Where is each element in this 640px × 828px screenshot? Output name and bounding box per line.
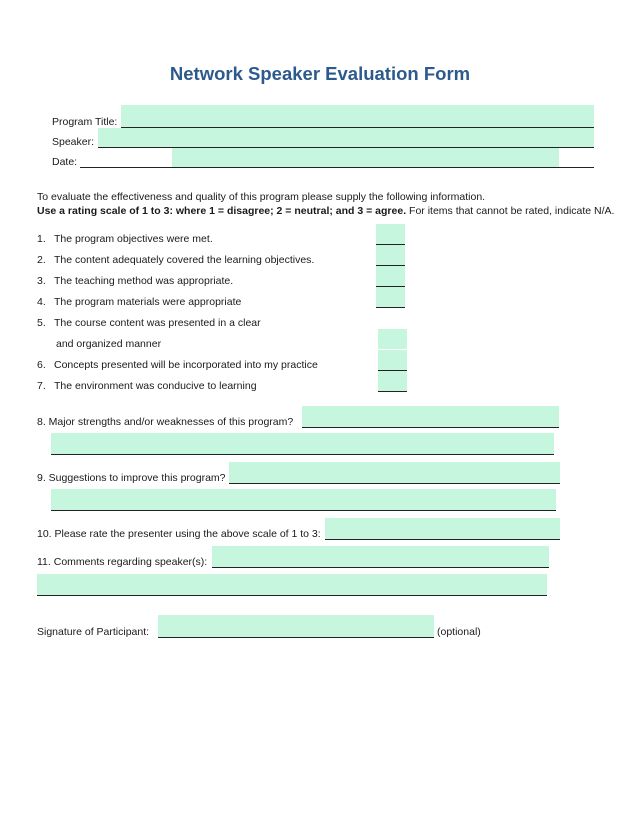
- program-title-label: Program Title:: [52, 116, 118, 128]
- signature-optional-note: (optional): [437, 626, 481, 638]
- page-title: Network Speaker Evaluation Form: [169, 63, 471, 84]
- instructions-line2: [37, 205, 614, 217]
- item-number: 7.: [37, 380, 46, 392]
- speaker-field[interactable]: [98, 128, 594, 148]
- question-9-label: 9. Suggestions to improve this program?: [37, 472, 226, 484]
- speaker-label: Speaker:: [52, 136, 95, 148]
- item-text: The program objectives were met.: [54, 233, 213, 245]
- question-10-label: 10. Please rate the presenter using the above scale of 1 to 3:: [37, 528, 321, 540]
- item-number: 6.: [37, 359, 46, 371]
- rating-item-5-continuation: and organized manner: [56, 338, 162, 350]
- question-11-label: 11. Comments regarding speaker(s):: [37, 556, 208, 568]
- item-text: The content adequately covered the learning objectives.: [54, 254, 315, 266]
- na-instruction-text: For items that cannot be rated, indicate N/A.: [406, 205, 615, 217]
- item-number: 1.: [37, 233, 46, 245]
- speaker-comments-field-line-2[interactable]: [37, 574, 547, 596]
- strengths-weaknesses-field-line-2[interactable]: [51, 433, 554, 455]
- speaker-comments-field[interactable]: [212, 546, 549, 568]
- signature-field[interactable]: [158, 615, 434, 638]
- date-label: Date:: [52, 156, 78, 168]
- item-text: Concepts presented will be incorporated into my practice: [54, 359, 318, 371]
- rating-item-2: [37, 254, 314, 266]
- rating-scale-text: Use a rating scale of 1 to 3: where 1 = disagree; 2 = neutral; and 3 = agree.: [37, 205, 407, 217]
- rating-field-2[interactable]: [376, 245, 405, 266]
- date-field[interactable]: [172, 148, 559, 167]
- rating-field-6[interactable]: [378, 350, 407, 371]
- signature-label: Signature of Participant:: [37, 626, 150, 638]
- item-number: 5.: [37, 317, 46, 329]
- rating-item-7: [37, 380, 257, 392]
- program-title-field[interactable]: [121, 105, 594, 128]
- item-text: The teaching method was appropriate.: [54, 275, 234, 287]
- strengths-weaknesses-field[interactable]: [302, 406, 559, 428]
- rating-field-3[interactable]: [376, 266, 405, 287]
- rating-field-5[interactable]: [378, 329, 407, 349]
- rating-field-4[interactable]: [376, 287, 405, 308]
- instructions-line1: To evaluate the effectiveness and quality of this program please supply the following information.: [37, 191, 486, 203]
- item-text: The course content was presented in a clear: [54, 317, 261, 329]
- rating-field-1[interactable]: [376, 224, 405, 245]
- rating-item-6: [37, 359, 318, 371]
- presenter-rating-field[interactable]: [325, 518, 560, 540]
- item-number: 2.: [37, 254, 46, 266]
- suggestions-field-line-2[interactable]: [51, 489, 556, 511]
- rating-item-5: [37, 317, 261, 329]
- rating-item-1: [37, 233, 213, 245]
- item-number: 3.: [37, 275, 46, 287]
- rating-item-4: [37, 296, 241, 308]
- item-number: 4.: [37, 296, 46, 308]
- item-text: The environment was conducive to learning: [54, 380, 257, 392]
- date-underline: [80, 167, 594, 168]
- suggestions-field[interactable]: [229, 462, 560, 484]
- rating-field-7[interactable]: [378, 371, 407, 392]
- question-8-label: 8. Major strengths and/or weaknesses of this program?: [37, 416, 294, 428]
- item-text: The program materials were appropriate: [54, 296, 242, 308]
- rating-item-3: [37, 275, 233, 287]
